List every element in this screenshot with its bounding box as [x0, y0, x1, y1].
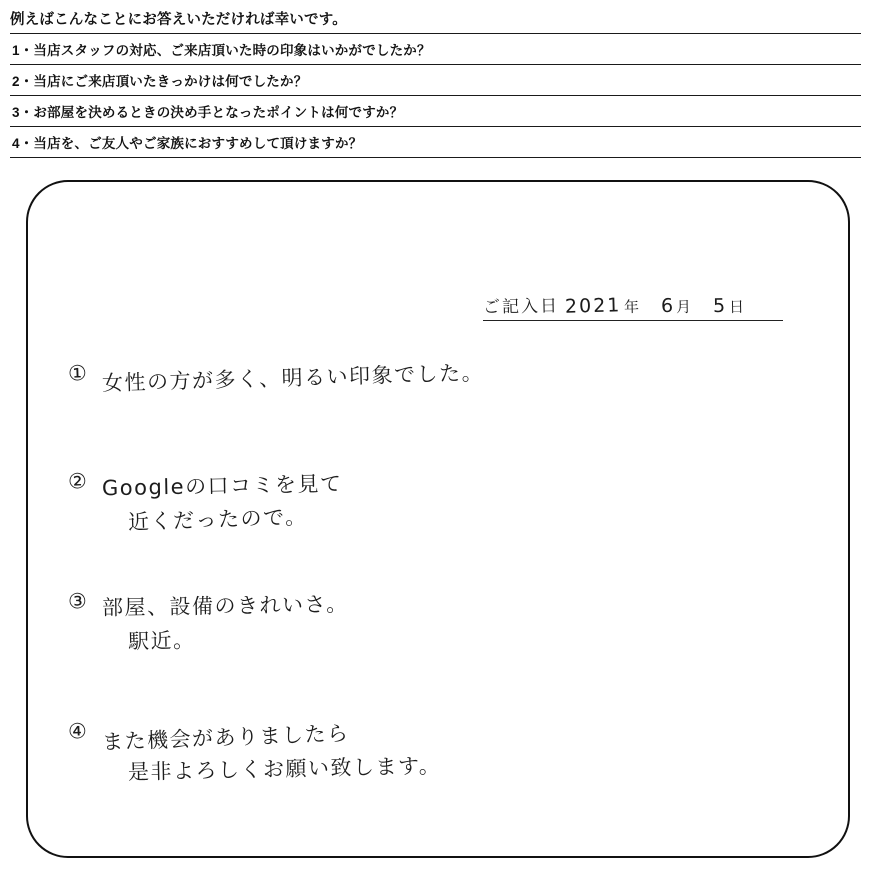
- answer-block-3: [68, 590, 349, 655]
- entry-date-year-unit: 年: [624, 297, 640, 317]
- answer-number-4: ④: [67, 718, 88, 744]
- answer-1-line-1: 女性の方が多く、明るい印象でした。: [101, 360, 485, 396]
- entry-date-day: 5: [713, 294, 726, 318]
- answer-3-line-2: 駅近。: [127, 627, 196, 654]
- answer-number-2: ②: [67, 468, 88, 494]
- entry-date-month-unit: 月: [676, 297, 692, 317]
- answer-2-line-2: 近くだったので。: [127, 504, 308, 534]
- question-item-4: 4・当店を、ご友人やご家族におすすめして頂けますか？: [10, 127, 861, 158]
- handwritten-answer-card: [26, 180, 850, 858]
- answer-block-1: [68, 362, 484, 395]
- entry-date-year: 2021: [564, 294, 622, 318]
- answer-block-2: [68, 470, 343, 535]
- entry-date-month: 6: [661, 294, 674, 318]
- question-item-2: 2・当店にご来店頂いたきっかけは何でしたか？: [10, 65, 861, 96]
- answer-number-3: ③: [67, 588, 88, 614]
- answer-number-1: ①: [67, 360, 88, 386]
- answer-3-line-1: 部屋、設備のきれいさ。: [101, 592, 349, 620]
- question-item-1: 1・当店スタッフの対応、ご来店頂いた時の印象はいかがでしたか？: [10, 34, 861, 65]
- entry-date-field: [483, 292, 783, 321]
- answer-block-4: [68, 720, 441, 785]
- answer-4-line-1: また機会がありましたら: [101, 721, 350, 755]
- printed-question-block: [10, 8, 861, 158]
- answer-4-line-2: 是非よろしくお願い致します。: [127, 753, 442, 784]
- question-item-3: 3・お部屋を決めるときの決め手となったポイントは何ですか？: [10, 96, 861, 127]
- entry-date-day-unit: 日: [728, 297, 744, 317]
- entry-date-label: ご記入日: [482, 296, 560, 318]
- answer-2-line-1: Googleの口コミを見て: [101, 471, 343, 501]
- questions-heading: 例えばこんなことにお答えいただければ幸いです。: [10, 8, 861, 34]
